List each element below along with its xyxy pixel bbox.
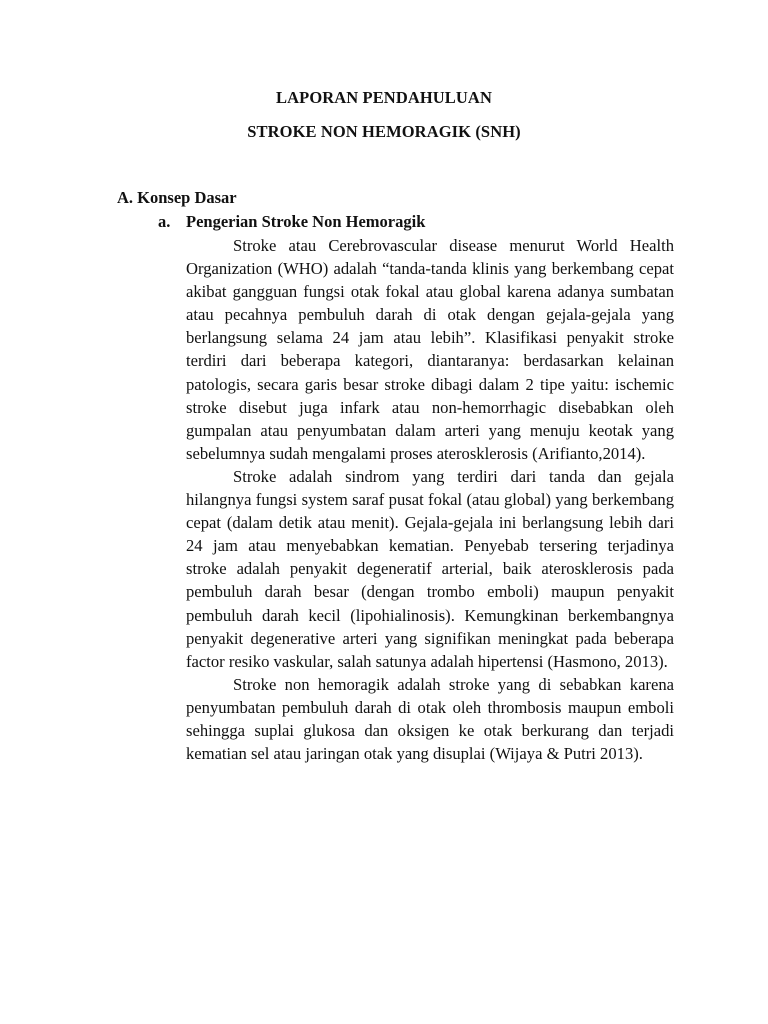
body-text [186, 234, 674, 765]
subsection-letter: a. [158, 212, 171, 231]
section-heading: A. Konsep Dasar [117, 188, 237, 207]
subsection-heading [158, 212, 425, 232]
paragraph-2: Stroke adalah sindrom yang terdiri dari tanda dan gejala hilangnya fungsi system saraf pusat fokal (atau global) yang berkembang cepat (dalam detik atau menit). Gejala-gejala ini berlangsung lebih dari 24 jam atau menyebabkan kematian. Penyebab tersering terjadinya stroke adalah penyakit degeneratif arterial, baik aterosklerosis pada pembuluh darah besar (dengan trombo emboli) maupun penyakit pembuluh darah kecil (lipohialinosis). Kemungkinan berkembangnya penyakit degenerative arteri yang signifikan meningkat pada beberapa factor resiko vaskular, salah satunya adalah hipertensi (Hasmono, 2013). [186, 466, 674, 671]
subsection-title: Pengerian Stroke Non Hemoragik [186, 212, 426, 231]
paragraph-1: Stroke atau Cerebrovascular disease menurut World Health Organization (WHO) adalah “tanda-tanda klinis yang berkembang cepat akibat gangguan fungsi otak fokal atau global karena adanya sumbatan atau pecahnya pembuluh darah di otak dengan gejala-gejala yang berlangsung selama 24 jam atau lebih”. Klasifikasi penyakit stroke terdiri dari beberapa kategori, diantaranya: berdasarkan kelainan patologis, secara garis besar stroke dibagi dalam 2 tipe yaitu: ischemic stroke disebut juga infark atau non-hemorrhagic disebabkan oleh gumpalan atau penyumbatan dalam arteri yang menuju keotak yang sebelumnya sudah mengalami proses aterosklerosis (Arifianto,2014). [186, 236, 674, 463]
document-title: LAPORAN PENDAHULUAN [276, 88, 492, 107]
paragraph-3: Stroke non hemoragik adalah stroke yang di sebabkan karena penyumbatan pembuluh darah di otak oleh thrombosis maupun emboli sehingga suplai glukosa dan oksigen ke otak berkurang dan terjadi kematian sel atau jaringan otak yang disuplai (Wijaya & Putri 2013). [186, 674, 674, 764]
document-subtitle: STROKE NON HEMORAGIK (SNH) [247, 122, 521, 141]
